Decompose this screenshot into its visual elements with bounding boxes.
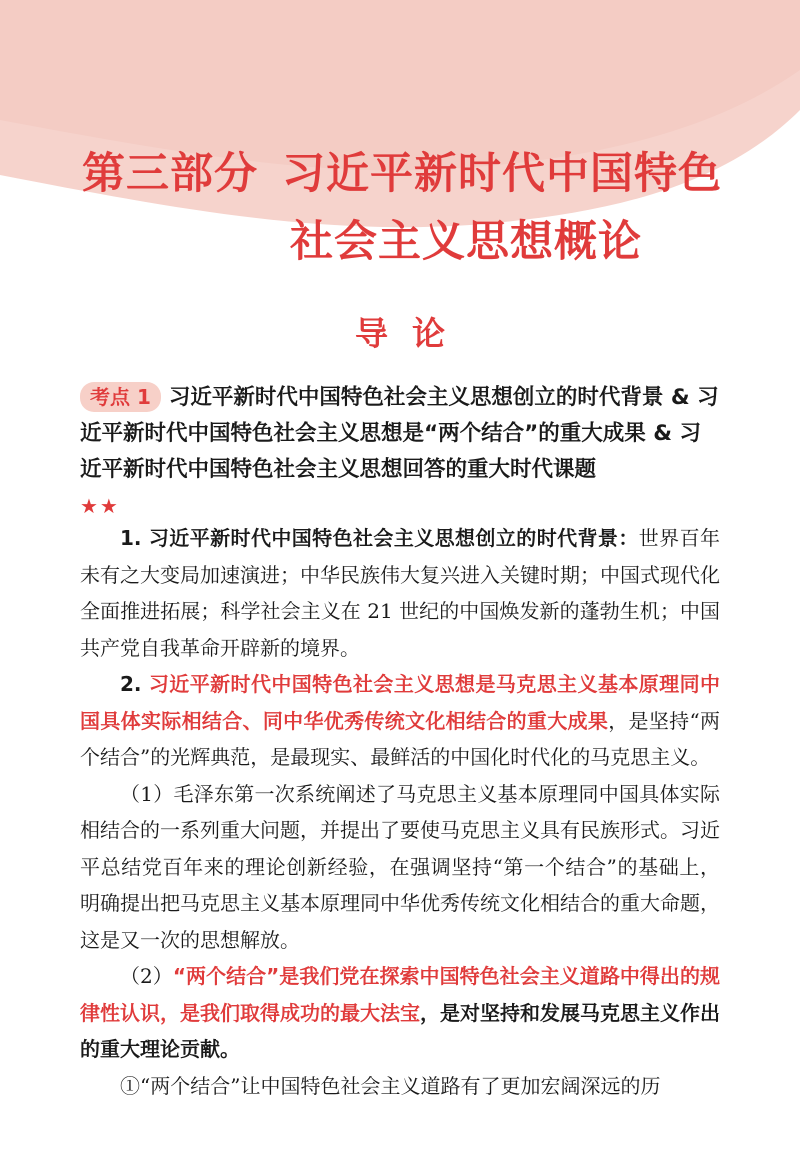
kaodian-badge: 考点 1 xyxy=(80,382,161,412)
p3-text: （1）毛泽东第一次系统阐述了马克思主义基本原理同中国具体实际相结合的一系列重大问题，并提出了要使马克思主义具有民族形式。习近平总结党百年来的理论创新经验，在强调坚持“第一个结合”的基础上，明确提出把马克思主义基本原理同中华优秀传统文化相结合的重大命题，这是又一次的思想解放。 xyxy=(80,781,720,952)
paragraph-5 xyxy=(80,1068,720,1105)
kaodian-title: 习近平新时代中国特色社会主义思想创立的时代背景 & 习近平新时代中国特色社会主义思想是“两个结合”的重大成果 & 习近平新时代中国特色社会主义思想回答的重大时代课题 xyxy=(80,385,719,482)
p4-number: （2） xyxy=(120,964,173,988)
part-number: 第三部分 xyxy=(82,149,258,199)
part-title-text1: 习近平新时代中国特色 xyxy=(282,149,722,199)
p2-highlight: 习近平新时代中国特色社会主义思想是马克思主义基本原理同中国具体实际相结合、同中华优秀传统文化相结合的重大成果 xyxy=(80,672,720,733)
p4-bold: ，是对坚持和发展马克思主义作出的重大理论贡献。 xyxy=(80,1000,720,1061)
p4-highlight: “两个结合”是我们党在探索中国特色社会主义道路中得出的规律性认识，是我们取得成功的最大法宝 xyxy=(80,964,720,1025)
p2-number: 2. xyxy=(120,672,149,696)
p2-text: ，是坚持“两个结合”的光辉典范，是最现实、最鲜活的中国化时代化的马克思主义。 xyxy=(80,708,721,769)
paragraph-4 xyxy=(80,958,720,1068)
paragraph-1 xyxy=(80,520,720,666)
importance-stars: ★★ xyxy=(80,494,120,518)
p1-text: 世界百年未有之大变局加速演进；中华民族伟大复兴进入关键时期；中国式现代化全面推进拓展；科学社会主义在 21 世纪的中国焕发新的蓬勃生机；中国共产党自我革命开辟新的境界。 xyxy=(80,526,720,660)
kaodian-heading xyxy=(80,380,720,525)
paragraph-3 xyxy=(80,776,720,959)
part-title-line1 xyxy=(82,140,722,201)
paragraph-2 xyxy=(80,666,720,776)
chapter-title: 导论 xyxy=(355,314,469,353)
p5-text: ①“两个结合”让中国特色社会主义道路有了更加宏阔深远的历 xyxy=(120,1073,661,1098)
body-text xyxy=(80,520,720,1104)
p1-heading: 1. 习近平新时代中国特色社会主义思想创立的时代背景： xyxy=(120,526,639,550)
part-title-line2: 社会主义思想概论 xyxy=(290,217,642,267)
